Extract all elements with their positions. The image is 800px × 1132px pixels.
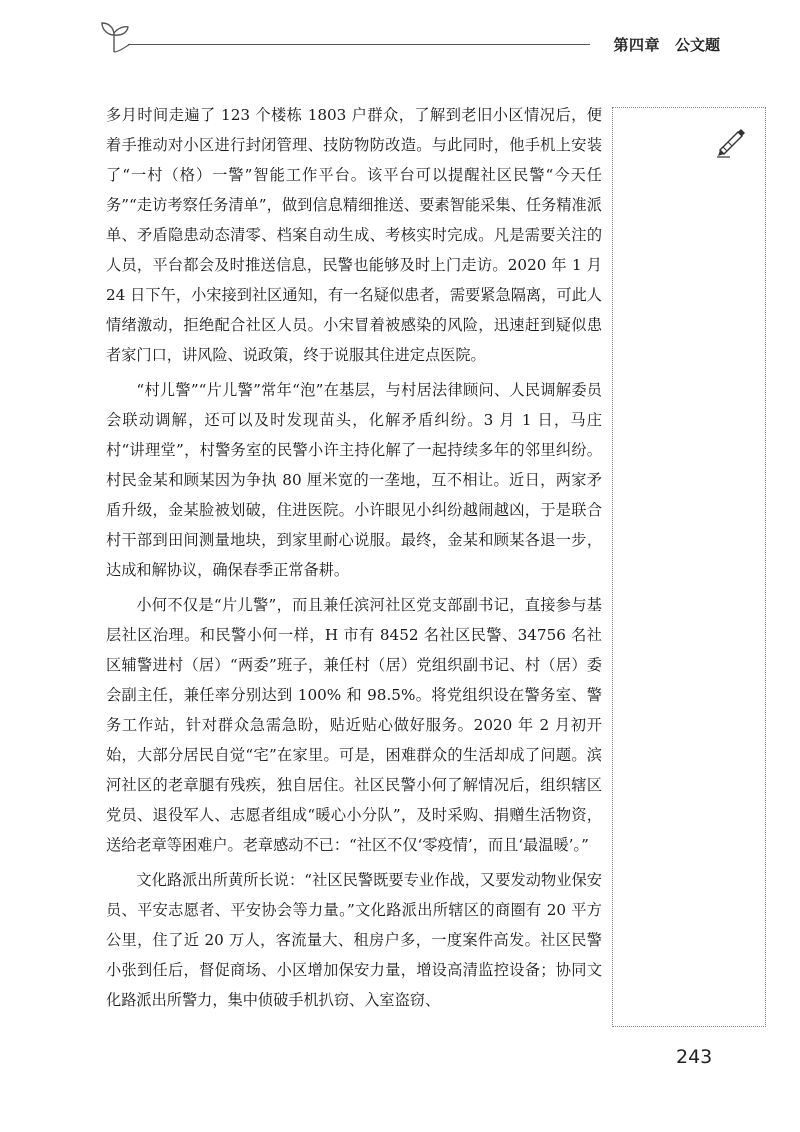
section-label: 公文题 [674,36,720,54]
page-header [96,18,720,58]
paragraph: 多月时间走遍了 123 个楼栋 1803 户群众，了解到老旧小区情况后，便着手推动对小区进行封闭管理、技防物防改造。与此同时，他手机上安装了“一村（格）一警”智能工作平台。该平台可以提醒社区民警“今天任务”“走访考察任务清单”，做到信息精细推送、要素智能采集、任务精准派单、矛盾隐患动态清零、档案自动生成、考核实时完成。凡是需要关注的人员，平台都会及时推送信息，民警也能够及时上门走访。2020 年 1 月 24 日下午，小宋接到社区通知，有一名疑似患者，需要紧急隔离，可此人情绪激动，拒绝配合社区人员。小宋冒着被感染的风险，迅速赶到疑似患者家门口，讲风险、说政策，终于说服其住进定点医院。 [106,106,602,364]
body-text [106,100,602,1020]
notes-margin-box [612,107,766,1027]
paragraph: “村儿警”“片儿警”常年“泡”在基层，与村居法律顾问、人民调解委员会联动调解，还可以及时发现苗头，化解矛盾纠纷。3 月 1 日，马庄村“讲理堂”，村警务室的民警小许主持化解了一起持续多年的邻里纠纷。村民金某和顾某因为争执 80 厘米宽的一垄地，互不相让。近日，两家矛盾升级，金某脸被划破，住进医院。小许眼见小纠纷越闹越凶，于是联合村干部到田间测量地块，到家里耐心说服。最终，金某和顾某各退一步，达成和解协议，确保春季正常备耕。 [106,381,602,579]
pencil-icon [714,124,748,158]
paragraph: 小何不仅是“片儿警”，而且兼任滨河社区党支部副书记，直接参与基层社区治理。和民警小何一样，H 市有 8452 名社区民警、34756 名社区辅警进村（居）“两委”班子，兼任村（居）党组织副书记、村（居）委会副主任，兼任率分别达到 100% 和 98.5%。将党组织设在警务室、警务工作站，针对群众急需急盼，贴近贴心做好服务。2020 年 2 月初开始，大部分居民自觉“宅”在家里。可是，困难群众的生活却成了问题。滨河社区的老章腿有残疾，独自居住。社区民警小何了解情况后，组织辖区党员、退役军人、志愿者组成“暖心小分队”，及时采购、捐赠生活物资，送给老章等困难户。老章感动不已：“社区不仅‘零疫情’，而且‘最温暖’。” [106,596,602,854]
header-rule [128,44,590,45]
paragraph: 文化路派出所黄所长说：“社区民警既要专业作战，又要发动物业保安员、平安志愿者、平安协会等力量。”文化路派出所辖区的商圈有 20 平方公里，住了近 20 万人，客流量大、租房户多，一度案件高发。社区民警小张到任后，督促商场、小区增加保安力量，增设高清监控设备；协同文化路派出所警力，集中侦破手机扒窃、入室盗窃、 [106,871,602,1009]
sprout-icon [96,18,132,54]
page-number: 243 [676,1046,713,1068]
chapter-label: 第四章 [613,36,660,54]
